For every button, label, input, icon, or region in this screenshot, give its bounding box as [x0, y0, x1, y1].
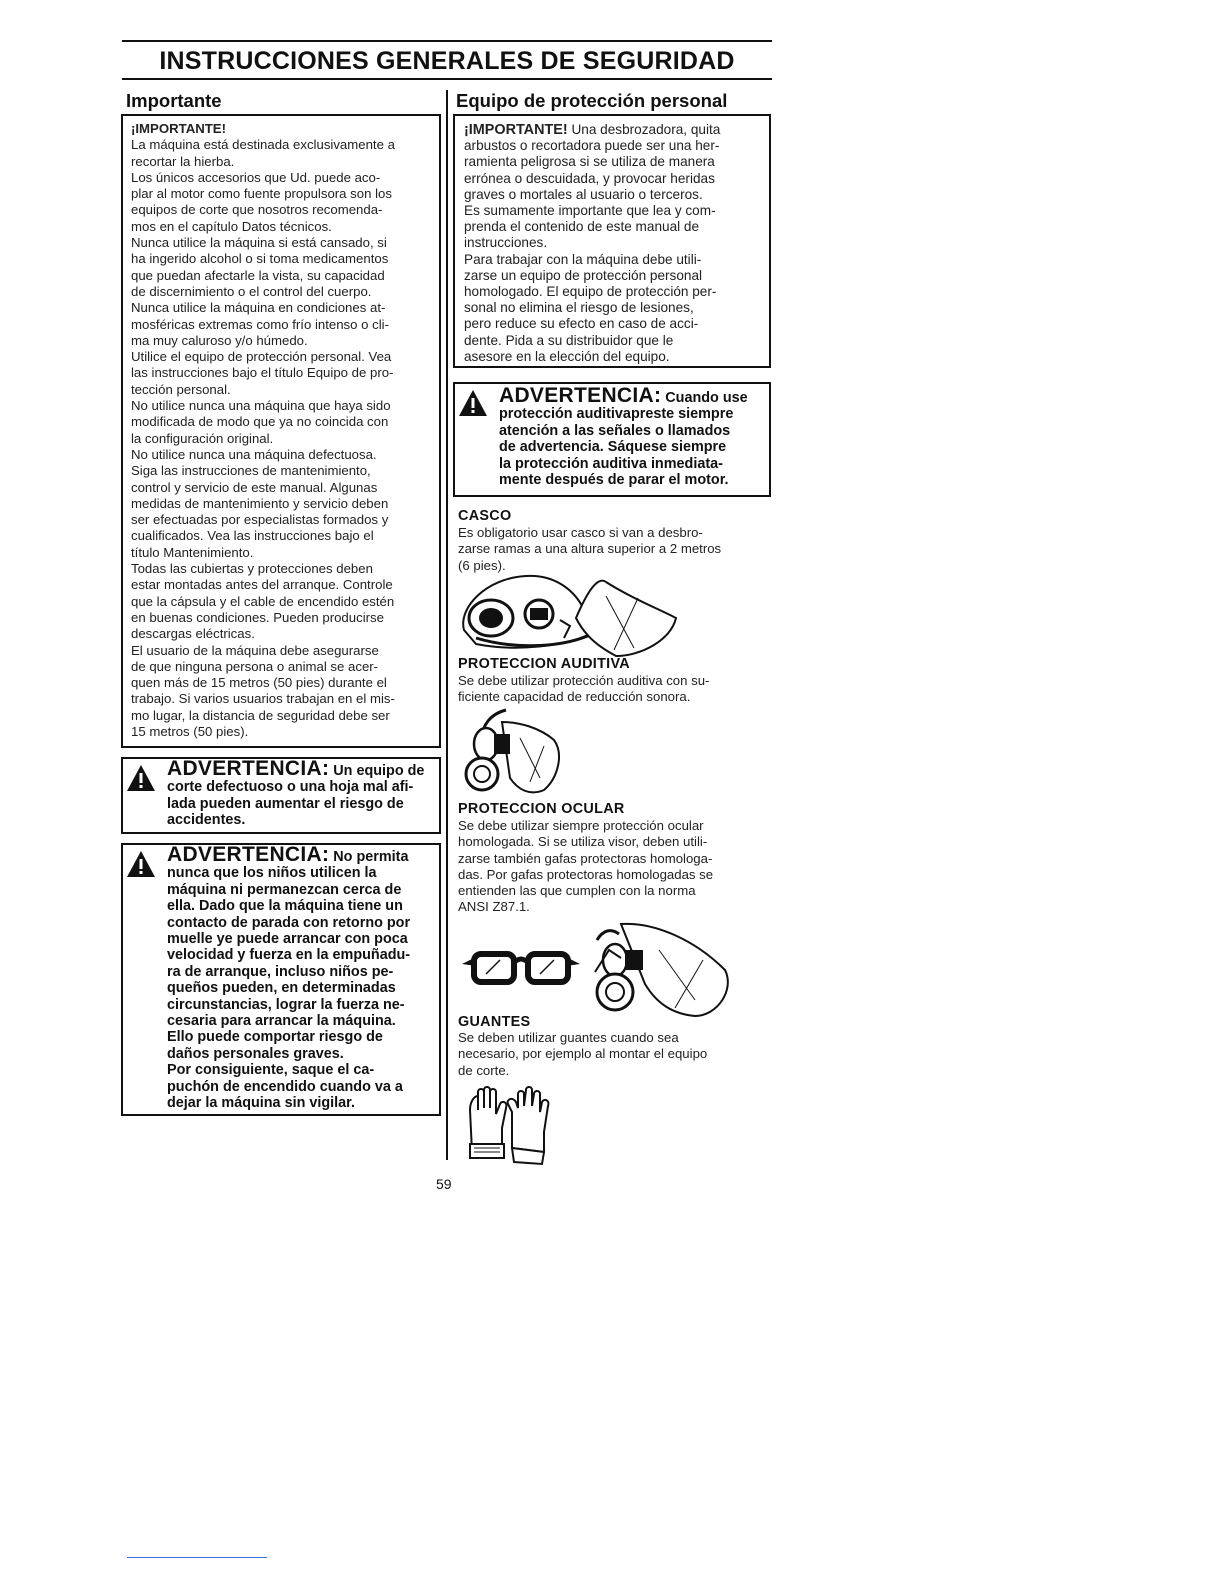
- warning-triangle-icon: [126, 850, 156, 878]
- text-line: estar montadas antes del arranque. Controle: [131, 577, 393, 593]
- text-line: ser efectuadas por especialistas formados y: [131, 512, 389, 528]
- text-line: homologada. Si se utiliza visor, deben utili-: [458, 834, 708, 850]
- footer-line: [127, 1557, 267, 1558]
- auditiva-text: [458, 673, 768, 706]
- text-line: arbustos o recortadora puede ser una her-: [464, 138, 720, 154]
- earmuffs-visor-icon: [460, 708, 570, 798]
- text-line: Utilice el equipo de protección personal. Vea: [131, 349, 392, 365]
- text-line: título Mantenimiento.: [131, 544, 254, 560]
- warning-line: corte defectuoso o una hoja mal afi-: [167, 779, 414, 796]
- warning-line: de advertencia. Sáquese siempre: [499, 439, 727, 456]
- text-line: zarse un equipo de protección personal: [464, 267, 703, 283]
- title-top-rule: [122, 40, 772, 42]
- text-line: El usuario de la máquina debe asegurarse: [131, 642, 379, 658]
- text-line: dente. Pida a su distribuidor que le: [464, 332, 674, 348]
- warning-line: velocidad y fuerza en la empuñadu-: [167, 947, 411, 964]
- guantes-heading: GUANTES: [458, 1014, 531, 1030]
- text-line: ha ingerido alcohol o si toma medicamentos: [131, 251, 389, 267]
- auditiva-heading: PROTECCION AUDITIVA: [458, 656, 630, 672]
- ocular-text: [458, 818, 768, 916]
- text-line: las instrucciones bajo el título Equipo de pro-: [131, 365, 394, 381]
- warning-line: mente después de parar el motor.: [499, 472, 729, 489]
- text-line: cualificados. Vea las instrucciones bajo el: [131, 528, 374, 544]
- text-line: instrucciones.: [464, 235, 548, 251]
- warning-box-hearing: [453, 382, 771, 497]
- text-line: Nunca utilice la máquina si está cansado, si: [131, 235, 387, 251]
- warning-line: daños personales graves.: [167, 1045, 344, 1062]
- text-line: que la cápsula y el cable de encendido estén: [131, 593, 395, 609]
- warning-first-line: Un equipo de: [333, 763, 425, 779]
- earmuffs-visor-icon: [585, 920, 735, 1020]
- warning-word: ADVERTENCIA:: [499, 384, 662, 407]
- text-line: entienden las que cumplen con la norma: [458, 883, 696, 899]
- helmet-icon: [456, 568, 681, 660]
- warning-line: queños pueden, en determinadas: [167, 980, 396, 997]
- text-line: Los únicos accesorios que Ud. puede aco-: [131, 169, 381, 185]
- text-line: de corte.: [458, 1062, 510, 1078]
- text-line: mo lugar, la distancia de seguridad debe ser: [131, 707, 390, 723]
- warning-line: accidentes.: [167, 812, 246, 829]
- text-line: Para trabajar con la máquina debe utili-: [464, 251, 702, 267]
- text-line: la configuración original.: [131, 430, 274, 446]
- equipo-text: [464, 138, 769, 365]
- warning-line: máquina ni permanezcan cerca de: [167, 881, 402, 898]
- warning-triangle-icon: [458, 389, 488, 417]
- column-divider: [446, 90, 448, 1160]
- text-line: ma muy caluroso y/o húmedo.: [131, 332, 308, 348]
- text-line: La máquina está destinada exclusivamente a: [131, 137, 395, 153]
- text-line: recortar la hierba.: [131, 153, 235, 169]
- ocular-heading: PROTECCION OCULAR: [458, 801, 625, 817]
- text-line: de que ninguna persona o animal se acer-: [131, 658, 379, 674]
- warning-line: dejar la máquina sin vigilar.: [167, 1095, 355, 1112]
- text-line: Se deben utilizar guantes cuando sea: [458, 1030, 679, 1045]
- text-line: equipos de corte que nosotros recomenda-: [131, 202, 383, 218]
- warning-first-line: Cuando use: [665, 390, 748, 406]
- text-line: sonal no elimina el riesgo de lesiones,: [464, 300, 694, 316]
- text-line: (6 pies).: [458, 557, 506, 573]
- text-line: necesario, por ejemplo al montar el equipo: [458, 1046, 708, 1062]
- text-line: de discernimiento o el control del cuerpo.: [131, 283, 372, 299]
- warning-triangle-icon: [126, 764, 156, 792]
- text-line: zarse ramas a una altura superior a 2 metros: [458, 541, 722, 557]
- importante-text: [131, 137, 439, 740]
- warning-line: atención a las señales o llamados: [499, 422, 731, 439]
- text-line: tección personal.: [131, 381, 231, 397]
- warning-line: contacto de parada con retorno por: [167, 914, 411, 931]
- text-line: zarse también gafas protectoras homologa-: [458, 850, 713, 866]
- text-line: Todas las cubiertas y protecciones deben: [131, 561, 373, 577]
- text-line: trabajo. Si varios usuarios trabajan en el mis-: [131, 691, 395, 707]
- warning-text-hearing: [499, 384, 771, 489]
- section-title-importante: Importante: [126, 90, 222, 111]
- casco-heading: CASCO: [458, 508, 512, 524]
- text-line: Siga las instrucciones de mantenimiento,: [131, 463, 371, 479]
- title-bottom-rule: [122, 78, 772, 80]
- gloves-icon: [466, 1082, 558, 1166]
- warning-line: lada pueden aumentar el riesgo de: [167, 795, 404, 812]
- text-line: 15 metros (50 pies).: [131, 723, 249, 739]
- warning-line: protección auditivapreste siempre: [499, 406, 734, 423]
- text-line: ANSI Z87.1.: [458, 899, 530, 915]
- text-line: mos en el capítulo Datos técnicos.: [131, 218, 332, 234]
- text-line: errónea o descuidada, y provocar heridas: [464, 170, 715, 186]
- text-line: descargas eléctricas.: [131, 626, 255, 642]
- importante-lead: ¡IMPORTANTE!: [131, 121, 226, 136]
- page-title: INSTRUCCIONES GENERALES DE SEGURIDAD: [159, 47, 735, 75]
- text-line: Es sumamente importante que lea y com-: [464, 203, 716, 219]
- warning-box-children: [121, 843, 441, 1116]
- text-line: en buenas condiciones. Pueden producirse: [131, 609, 384, 625]
- text-line: quen más de 15 metros (50 pies) durante el: [131, 675, 387, 691]
- text-line: modificada de modo que ya no coincida con: [131, 414, 389, 430]
- text-line: que puedan afectarle la vista, su capacidad: [131, 267, 385, 283]
- warning-line: circunstancias, lograr la fuerza ne-: [167, 996, 405, 1013]
- equipo-lead: ¡IMPORTANTE!: [464, 122, 568, 138]
- text-line: medidas de mantenimiento y servicio deben: [131, 495, 389, 511]
- text-line: Es obligatorio usar casco si van a desbro-: [458, 525, 703, 540]
- casco-text: [458, 525, 768, 574]
- text-line: graves o mortales al usuario o terceros.: [464, 186, 703, 202]
- warning-line: ella. Dado que la máquina tiene un: [167, 898, 403, 915]
- text-line: No utilice nunca una máquina defectuosa.: [131, 446, 377, 462]
- warning-word: ADVERTENCIA:: [167, 757, 330, 780]
- text-line: asesore en la elección del equipo.: [464, 348, 670, 364]
- warning-box-cutting: [121, 757, 441, 834]
- page-number: 59: [436, 1176, 452, 1192]
- warning-line: Ello puede comportar riesgo de: [167, 1029, 383, 1046]
- text-line: das. Por gafas protectoras homologadas se: [458, 866, 714, 882]
- text-line: No utilice nunca una máquina que haya sido: [131, 398, 391, 414]
- warning-first-line: No permita: [333, 849, 409, 865]
- section-title-equipo: Equipo de protección personal: [456, 90, 728, 111]
- warning-line: la protección auditiva inmediata-: [499, 455, 723, 472]
- text-line: homologado. El equipo de protección per-: [464, 284, 717, 300]
- text-line: control y servicio de este manual. Algunas: [131, 479, 378, 495]
- equipo-first-line: Una desbrozadora, quita: [571, 122, 721, 137]
- text-line: ramienta peligrosa si se utiliza de manera: [464, 154, 715, 170]
- text-line: plar al motor como fuente propulsora son los: [131, 186, 392, 202]
- text-line: Se debe utilizar protección auditiva con su-: [458, 673, 710, 688]
- importante-box: [121, 114, 441, 748]
- warning-line: cesaria para arrancar la máquina.: [167, 1013, 396, 1030]
- text-line: pero reduce su efecto en caso de acci-: [464, 316, 699, 332]
- warning-word: ADVERTENCIA:: [167, 843, 330, 866]
- warning-line: ra de arranque, incluso niños pe-: [167, 963, 394, 980]
- warning-text-children: [167, 843, 443, 1112]
- warning-line: puchón de encendido cuando va a: [167, 1078, 403, 1095]
- safety-glasses-icon: [460, 948, 582, 988]
- warning-line: muelle ye puede arrancar con poca: [167, 931, 408, 948]
- warning-text-cutting: [167, 757, 443, 829]
- text-line: Nunca utilice la máquina en condiciones at-: [131, 300, 386, 316]
- text-line: mosféricas extremas como frío intenso o cli-: [131, 316, 389, 332]
- equipo-importante-box: [453, 114, 771, 368]
- text-line: ficiente capacidad de reducción sonora.: [458, 689, 691, 705]
- text-line: prenda el contenido de este manual de: [464, 219, 700, 235]
- guantes-text: [458, 1030, 768, 1079]
- text-line: Se debe utilizar siempre protección ocular: [458, 818, 704, 833]
- warning-line: Por consiguiente, saque el ca-: [167, 1062, 375, 1079]
- warning-line: nunca que los niños utilicen la: [167, 865, 377, 882]
